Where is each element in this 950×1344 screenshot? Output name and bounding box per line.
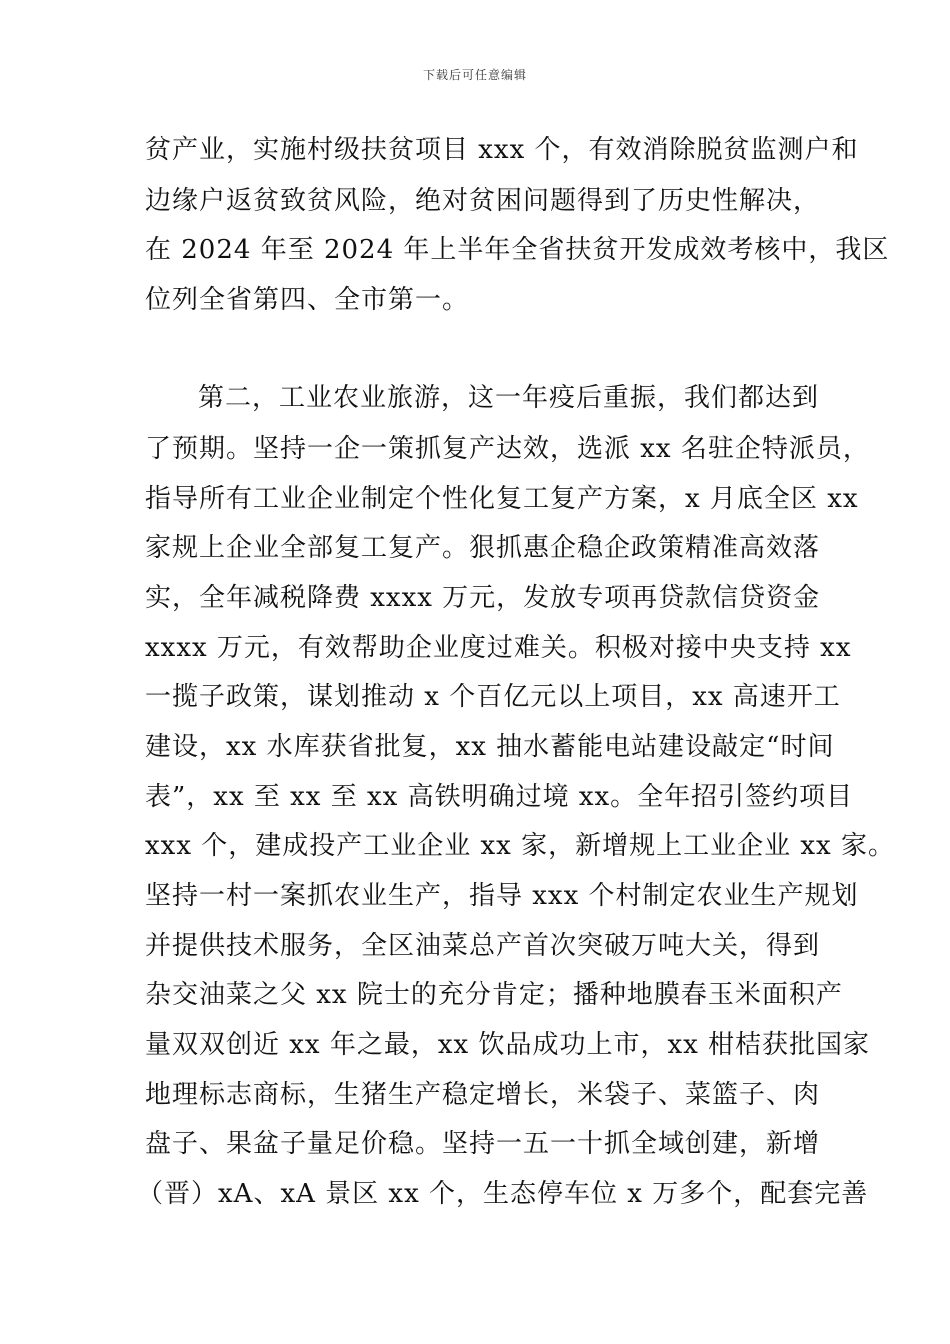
- header-note: 下载后可任意编辑: [422, 68, 527, 82]
- paragraph-line: 一揽子政策，谋划推动 x 个百亿元以上项目，xx 高速开工: [145, 682, 841, 712]
- paragraph-line: 坚持一村一案抓农业生产，指导 xxx 个村制定农业生产规划: [145, 881, 859, 911]
- paragraph-line: 指导所有工业企业制定个性化复工复产方案，x 月底全区 xx: [145, 484, 859, 514]
- paragraph-line: 贫产业，实施村级扶贫项目 xxx 个，有效消除脱贫监测户和: [145, 135, 859, 165]
- paragraph-line: 在 2024 年至 2024 年上半年全省扶贫开发成效考核中，我区: [145, 235, 890, 265]
- paragraph-line: 位列全省第四、全市第一。: [145, 285, 470, 315]
- paragraph-line: 边缘户返贫致贫风险，绝对贫困问题得到了历史性解决，: [145, 186, 821, 216]
- paragraph-line: 并提供技术服务，全区油菜总产首次突破万吨大关，得到: [145, 931, 821, 961]
- paragraph-line: 杂交油菜之父 xx 院士的充分肯定；播种地膜春玉米面积产: [145, 980, 843, 1010]
- paragraph-line: 建设，xx 水库获省批复，xx 抽水蓄能电站建设敲定“时间: [145, 732, 835, 762]
- paragraph-line: 家规上企业全部复工复产。狠抓惠企稳企政策精准高效落: [145, 533, 821, 563]
- paragraph-line: 表”，xx 至 xx 至 xx 高铁明确过境 xx。全年招引签约项目: [145, 782, 854, 812]
- paragraph-line: （晋）xA、xA 景区 xx 个，生态停车位 x 万多个，配套完善: [137, 1179, 869, 1209]
- paragraph-line: 地理标志商标，生猪生产稳定增长，米袋子、菜篮子、肉: [145, 1080, 821, 1110]
- paragraph-line: xxx 个，建成投产工业企业 xx 家，新增规上工业企业 xx 家。: [145, 831, 895, 861]
- paragraph-line: 量双双创近 xx 年之最，xx 饮品成功上市，xx 柑桔获批国家: [145, 1030, 871, 1060]
- paragraph-line: 实，全年减税降费 xxxx 万元，发放专项再贷款信贷资金: [145, 583, 821, 613]
- paragraph-line: 盘子、果盆子量足价稳。坚持一五一十抓全域创建，新增: [145, 1129, 821, 1159]
- paragraph-line: xxxx 万元，有效帮助企业度过难关。积极对接中央支持 xx: [145, 633, 852, 663]
- paragraph-line: 了预期。坚持一企一策抓复产达效，选派 xx 名驻企特派员，: [145, 434, 870, 464]
- paragraph-line: 第二，工业农业旅游，这一年疫后重振，我们都达到: [198, 383, 820, 413]
